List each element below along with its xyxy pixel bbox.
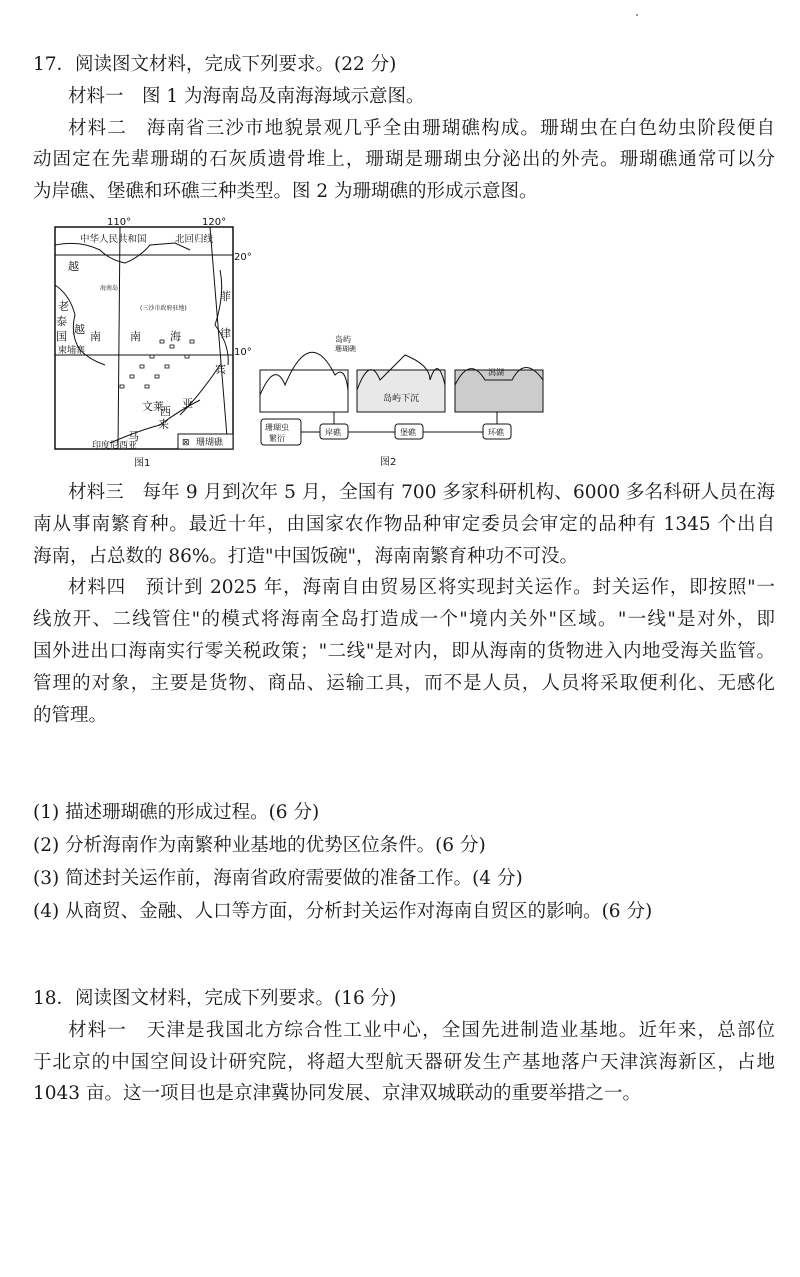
q17-material-3-line: 材料三 每年 9 月到次年 5 月，全国有 700 多家科研机构、6000 多名科研人员在海	[68, 482, 775, 503]
map-label: 越	[68, 260, 79, 273]
lat-label: 10°	[234, 347, 252, 358]
figure-shape	[260, 370, 348, 412]
sinking-label: 岛屿下沉	[383, 394, 420, 404]
map-label: 律	[220, 327, 231, 340]
subquestion: (1) 描述珊瑚礁的形成过程。(6 分)	[33, 802, 320, 823]
island-label: 岛屿	[335, 335, 351, 344]
map-label: 亚	[182, 397, 193, 410]
map-label: 老	[58, 300, 69, 313]
map-label: 南	[90, 330, 101, 343]
map-label: 中华人民共和国	[80, 234, 147, 245]
q17-material-3-line: 南从事南繁育种。最近十年，由国家农作物品种审定委员会审定的品种有 1345 个出自	[33, 513, 775, 535]
q18-title: 18．阅读图文材料，完成下列要求。(16 分)	[33, 988, 397, 1009]
question-18	[33, 983, 775, 1110]
figure-1-map	[55, 217, 252, 469]
lagoon-label: 潟湖	[488, 368, 504, 377]
question-17	[33, 49, 775, 208]
subquestion: (4) 从商贸、金融、人口等方面，分析封关运作对海南自贸区的影响。(6 分)	[33, 901, 653, 922]
reef-label: 珊瑚礁	[335, 345, 356, 353]
map-label: 马	[128, 430, 139, 443]
figures	[50, 215, 550, 473]
map-label: 北回归线	[175, 234, 214, 245]
q17-material-4-line: 管理的对象，主要是货物、商品、运输工具，而不是人员，人员将采取便利化、无感化	[33, 672, 775, 694]
subquestion: (3) 简述封关运作前，海南省政府需要做的准备工作。(4 分)	[33, 868, 523, 889]
figure-2-diagram	[260, 334, 543, 468]
map-label: 南	[130, 330, 141, 343]
map-label: 越	[74, 323, 85, 336]
map-label: 宾	[215, 363, 226, 376]
q17-subquestions	[33, 796, 775, 928]
map-label: (三沙市政府驻地)	[140, 305, 187, 312]
q17-materials-3-4	[33, 477, 775, 731]
figure-1-caption: 图1	[134, 458, 151, 469]
q17-material-4-line: 材料四 预计到 2025 年，海南自由贸易区将实现封关运作。封关运作，即按照"一	[68, 577, 775, 599]
q17-material-4-line: 国外进出口海南实行零关税政策；"二线"是对内，即从海南的货物进入内地受海关监管。	[33, 640, 775, 662]
map-label: 西	[160, 405, 171, 418]
map-label: 印度尼西亚	[92, 441, 138, 451]
q18-material-1-line: 材料一 天津是我国北方综合性工业中心，全国先进制造业基地。近年来，总部位	[68, 1019, 775, 1041]
lon-label: 110°	[107, 217, 132, 228]
legend-label: 珊瑚礁	[196, 438, 224, 448]
legend-icon: ⊠	[182, 438, 190, 448]
map-label: 柬埔寨	[58, 346, 86, 356]
map-label: 海	[170, 330, 181, 343]
stage-label: 岸礁	[325, 428, 341, 437]
q17-material-4-line: 线放开、二线管住"的模式将海南全岛打造成一个"境内关外"区域。"一线"是对外，即	[33, 609, 775, 631]
map-label: 文莱	[142, 400, 164, 413]
figure-2-caption: 图2	[380, 457, 397, 468]
q17-material-3-line: 海南，占总数的 86%。打造"中国饭碗"，海南南繁育种功不可没。	[33, 545, 579, 567]
stage-label: 堡礁	[400, 428, 416, 437]
map-label: 国	[56, 330, 67, 343]
map-label: 海南岛	[100, 285, 119, 292]
stage-label: 环礁	[488, 428, 504, 437]
q17-material-2-line: 动固定在先辈珊瑚的石灰质遗骨堆上，珊瑚是珊瑚虫分泌出的外壳。珊瑚礁通常可以分	[33, 149, 775, 171]
figure-shape	[55, 227, 233, 449]
q18-material-1-line: 于北京的中国空间设计研究院，将超大型航天器研发生产基地落户天津滨海新区，占地	[33, 1051, 775, 1073]
q18-material-1-line: 1043 亩。这一项目也是京津冀协同发展、京津双城联动的重要举措之一。	[33, 1083, 641, 1105]
q17-material-2-line: 为岸礁、堡礁和环礁三种类型。图 2 为珊瑚礁的形成示意图。	[33, 181, 538, 203]
start-label: 珊瑚虫	[265, 423, 289, 432]
lon-label: 120°	[202, 217, 227, 228]
q17-material-1: 材料一 图 1 为海南岛及南海海域示意图。	[68, 85, 425, 107]
map-label: 泰	[56, 315, 67, 328]
start-label: 繁衍	[269, 434, 285, 443]
lat-label: 20°	[234, 252, 252, 263]
q17-material-4-line: 的管理。	[33, 704, 108, 726]
subquestion: (2) 分析海南作为南繁种业基地的优势区位条件。(6 分)	[33, 835, 486, 856]
q17-title: 17．阅读图文材料，完成下列要求。(22 分)	[33, 54, 397, 75]
map-label: 来	[158, 418, 169, 431]
q17-material-2-line: 材料二 海南省三沙市地貌景观几乎全由珊瑚礁构成。珊瑚虫在白色幼虫阶段便自	[68, 117, 775, 139]
speck	[636, 14, 638, 16]
map-label: 菲	[220, 290, 231, 303]
